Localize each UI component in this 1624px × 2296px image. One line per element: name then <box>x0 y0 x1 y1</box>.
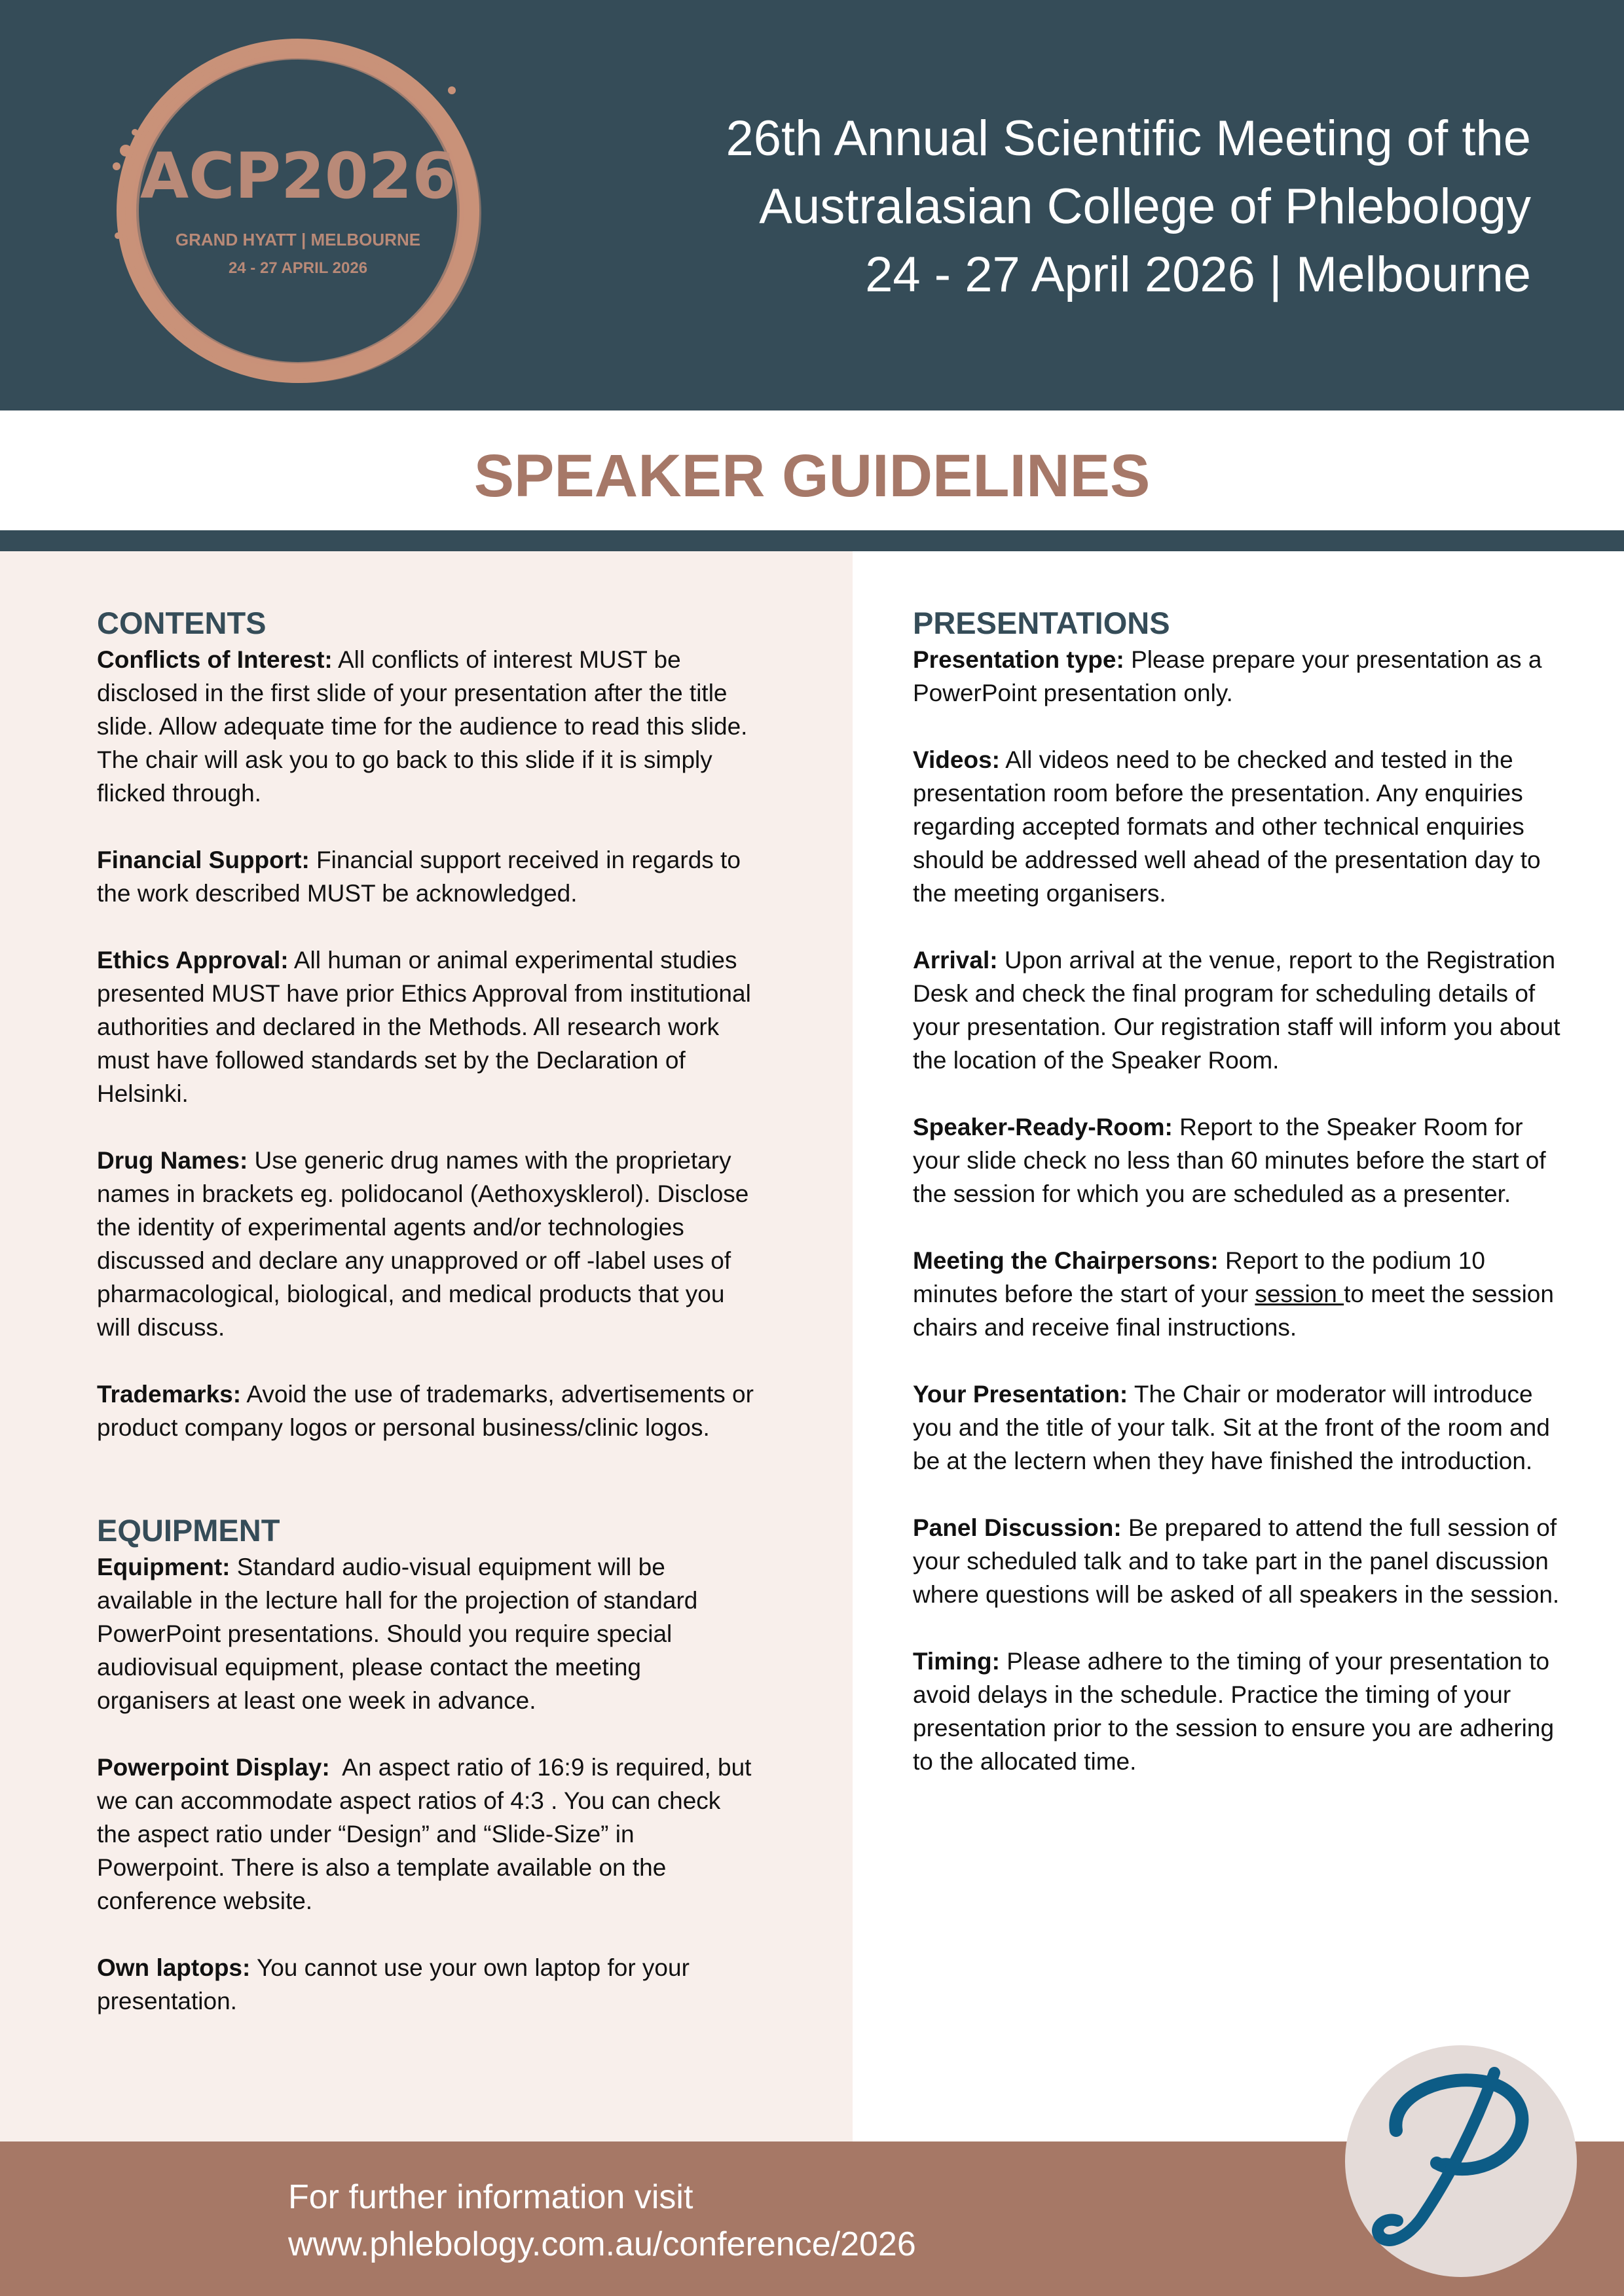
presentations-item-arrival <box>913 943 1568 1077</box>
meeting-title-line3: 24 - 27 April 2026 | Melbourne <box>865 247 1531 302</box>
item-text: You cannot use your own laptop for your presentation. <box>97 1954 690 2014</box>
footer-url: www.phlebology.com.au/conference/2026 <box>288 2225 916 2263</box>
logo-ring-icon <box>98 26 498 393</box>
item-text: An aspect ratio of 16:9 is required, but we can accommodate aspect ratios of 4:3 . You can check the aspect ratio under “Design” and “Slide-Size” in Powerpoint. There is also a template available on the conference website. <box>97 1754 758 1914</box>
logo-dates: 24 - 27 APRIL 2026 <box>228 259 368 277</box>
contents-item-financial-support <box>97 843 758 910</box>
item-label: Panel Discussion: <box>913 1514 1122 1541</box>
right-column <box>913 604 1568 1812</box>
meeting-title <box>614 105 1531 309</box>
item-label: Ethics Approval: <box>97 947 289 974</box>
page-title: SPEAKER GUIDELINES <box>473 443 1151 509</box>
item-text: Report to the podium 10 minutes before the start of your <box>913 1247 1485 1307</box>
item-label: Own laptops: <box>97 1954 251 1981</box>
contents-heading: CONTENTS <box>97 606 267 640</box>
item-text: All videos need to be checked and tested in the presentation room before the presentation. Any enquiries regarding accepted formats and other technical enquiries should be addressed well ahead of the presentation day to the meeting organisers. <box>913 746 1541 907</box>
contents-item-conflicts <box>97 643 758 810</box>
item-text: All human or animal experimental studies presented MUST have prior Ethics Approval from institutional authorities and declared in the Methods. All research work must have followed standards set by the Declaration of Helsinki. <box>97 947 751 1107</box>
contents-item-trademarks <box>97 1377 758 1444</box>
footer-line1: For further information visit <box>288 2178 693 2216</box>
item-text: Upon arrival at the venue, report to the Registration Desk and check the final program for scheduling details of your presentation. Our registration staff will inform you about the location of the Speaker Room. <box>913 947 1560 1074</box>
item-label: Your Presentation: <box>913 1381 1128 1408</box>
item-text: The Chair or moderator will introduce you and the title of your talk. Sit at the front of the room and be at the lectern when they have finished the introduction. <box>913 1381 1550 1474</box>
item-text: Be prepared to attend the full session of your scheduled talk and to take part in the panel discussion where questions will be asked of all speakers in the session. <box>913 1514 1560 1608</box>
presentations-item-chairpersons <box>913 1244 1568 1344</box>
item-label: Timing: <box>913 1648 1000 1675</box>
item-label: Meeting the Chairpersons: <box>913 1247 1219 1274</box>
logo-name: ACP2026 <box>139 139 456 213</box>
meeting-title-line2: Australasian College of Phlebology <box>759 179 1531 234</box>
item-text: Use generic drug names with the proprietary names in brackets eg. polidocanol (Aethoxysklerol). Disclose the identity of experimental agents and/or technologies discussed and declare any unapproved or off -label uses of pharmacological, biological, and medical products that you will discuss. <box>97 1147 749 1341</box>
item-text: All conflicts of interest MUST be disclosed in the first slide of your presentation after the title slide. Allow adequate time for the audience to read this slide. The chair will ask you to go back to this slide if it is simply flicked through. <box>97 646 748 807</box>
presentations-item-videos <box>913 743 1568 910</box>
item-label: Videos: <box>913 746 1000 773</box>
item-label: Drug Names: <box>97 1147 248 1174</box>
acp2026-logo <box>98 26 498 393</box>
meeting-title-line1: 26th Annual Scientific Meeting of the <box>726 111 1531 166</box>
section-spacer <box>97 1478 758 1511</box>
footer-text <box>288 2174 916 2268</box>
item-label: Speaker-Ready-Room: <box>913 1114 1173 1140</box>
item-text-after: to meet the session chairs and receive final instructions. <box>913 1281 1554 1341</box>
script-p-icon <box>1345 2045 1577 2277</box>
item-text: Financial support received in regards to the work described MUST be acknowledged. <box>97 847 741 907</box>
presentations-item-type <box>913 643 1568 710</box>
contents-item-ethics-approval <box>97 943 758 1110</box>
item-text: Please prepare your presentation as a PowerPoint presentation only. <box>913 646 1542 706</box>
equipment-item-own-laptops <box>97 1951 758 2018</box>
item-text: Report to the Speaker Room for your slide check no less than 60 minutes before the start of the session for which you are scheduled as a presenter. <box>913 1114 1546 1207</box>
equipment-heading: EQUIPMENT <box>97 1513 280 1548</box>
logo-venue: GRAND HYATT | MELBOURNE <box>175 230 421 249</box>
item-text: Avoid the use of trademarks, advertisements or product company logos or personal business/clinic logos. <box>97 1381 754 1441</box>
item-text: Please adhere to the timing of your presentation to avoid delays in the schedule. Practice the timing of your presentation prior to the session to ensure you are adhering to the allocated time. <box>913 1648 1555 1775</box>
item-label: Powerpoint Display: <box>97 1754 330 1781</box>
item-label: Conflicts of Interest: <box>97 646 333 673</box>
phlebology-p-logo-icon <box>1345 2045 1577 2277</box>
header-banner <box>0 0 1624 410</box>
contents-item-drug-names <box>97 1144 758 1344</box>
presentations-item-speaker-ready-room <box>913 1110 1568 1211</box>
item-label: Financial Support: <box>97 847 310 873</box>
item-underlined-text: session <box>1255 1281 1344 1307</box>
item-label: Presentation type: <box>913 646 1124 673</box>
item-text: Standard audio-visual equipment will be available in the lecture hall for the projection of standard PowerPoint presentations. Should you require special audiovisual equipment, please contact the meeting organisers at least one week in advance. <box>97 1554 698 1714</box>
presentations-item-panel-discussion <box>913 1511 1568 1611</box>
title-divider <box>0 530 1624 551</box>
left-column <box>97 604 758 2051</box>
presentations-item-timing <box>913 1645 1568 1778</box>
item-label: Equipment: <box>97 1554 231 1580</box>
presentations-heading: PRESENTATIONS <box>913 606 1170 640</box>
presentations-item-your-presentation <box>913 1377 1568 1478</box>
item-label: Arrival: <box>913 947 998 974</box>
equipment-item-equipment <box>97 1550 758 1717</box>
item-label: Trademarks: <box>97 1381 242 1408</box>
equipment-item-powerpoint-display <box>97 1751 758 1918</box>
